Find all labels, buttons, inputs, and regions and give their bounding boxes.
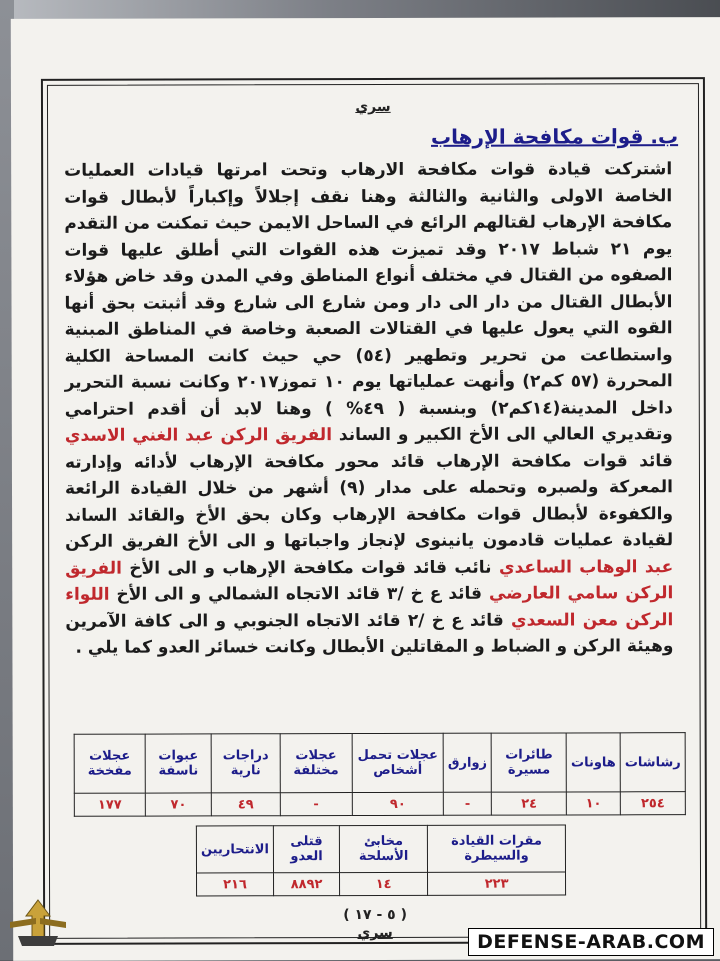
body-text-part: قائد ع خ /٢ قائد الاتجاه الجنوبي و الى كافة الآمرين وهيئة الركن و الضباط و المقاتلين الأبطال وكانت خسائر العدو كما يلي . xyxy=(65,610,674,658)
table-header-cell: قتلى العدو xyxy=(273,826,339,873)
watermark-label: DEFENSE-ARAB.COM xyxy=(468,928,714,956)
highlight-name-south: اللواء الركن معن السعدي xyxy=(65,584,674,631)
table-row xyxy=(74,792,685,817)
table-cell: ٢٤ xyxy=(492,792,567,815)
table-header-cell: الانتحاريين xyxy=(196,826,273,873)
classification-top: سري xyxy=(355,98,391,116)
site-emblem-icon xyxy=(6,896,70,952)
page-number: ( ٥ - ١٧ ) xyxy=(343,906,408,924)
body-text-part: اشتركت قيادة قوات مكافحة الارهاب وتحت امرتها قيادات العمليات الخاصة الاولى والثانية والثالثة وهنا نقف إجلالاً وإكباراً لأبطال قوات مكافحة الإرهاب لقتالهم الرائع في الساحل الايمن حيث تمكنت من التقدم يوم ٢١ شباط ٢٠١٧ وقد تميزت هذه القوات التي أطلق عليها قوات الصفوه من القتال في مختلف أنواع المناطق وفي المدن وقد خاض هؤلاء الأبطال القتال من دار الى دار ومن شارع الى شارع وقد أثبتت بحق أنها القوه التي يعول عليها في القتالات الصعبة وخاصة في المناطق المبنية واستطاعت من تحرير وتطهير (٥٤) حي حيث كانت المساحة الكلية المحررة (٥٧ كم٢) وأنهت عملياتها يوم ١٠ تموز٢٠١٧ وكانت نسبة التحرير داخل المدينة(١٤كم٢) وبنسبة ( ٤٩% ) وهنا لابد أن أقدم احترامي وتقديري العالي الى الأخ الكبير و الساند xyxy=(64,159,673,446)
table-row xyxy=(197,872,566,896)
table-header-row xyxy=(196,825,565,873)
page-border xyxy=(41,77,707,945)
table-header-cell: عجلات مفخخة xyxy=(74,734,145,793)
body-paragraph xyxy=(64,156,673,661)
body-text-part: نائب قائد قوات مكافحة الإرهاب و الى الأخ xyxy=(121,557,499,579)
highlight-name-deputy: عبد الوهاب الساعدي xyxy=(498,556,674,578)
body-text-part: قائد ع خ /٣ قائد الاتجاه الشمالي و الى الأخ xyxy=(109,583,490,605)
classification-bottom: سري xyxy=(357,924,393,942)
table-cell: ١٠ xyxy=(567,792,621,815)
table-header-cell: هاونات xyxy=(566,733,620,792)
enemy-losses-table-2 xyxy=(196,824,566,896)
table-cell: - xyxy=(443,792,491,815)
table-cell: ٤٩ xyxy=(212,793,281,816)
table-header-cell: زوارق xyxy=(443,733,491,792)
table-cell: ٨٨٩٢ xyxy=(273,873,339,896)
table-header-row xyxy=(74,733,685,794)
table-header-cell: مقرات القيادة والسيطرة xyxy=(428,825,566,872)
table-header-cell: مخابئ الأسلحة xyxy=(340,825,428,872)
body-text-part: قائد قوات مكافحة الإرهاب قائد محور مكافحة الإرهاب لأدائه وإدارته المعركة ولصبره وتحمله على مدار (٩) أشهر من خلال القيادة الرائعة والكفوءة لأبطال قوات مكافحة الإرهاب وكان بحق الأخ والقائد الساند لقيادة عمليات قادمون يانينوى لإنجاز واجباتها و الى الأخ الفريق الركن xyxy=(64,450,674,552)
table-cell: ٩٠ xyxy=(352,792,443,815)
table-cell: ٧٠ xyxy=(145,793,211,816)
table-header-cell: عجلات تحمل أشخاص xyxy=(352,733,443,792)
document-page xyxy=(11,17,720,961)
section-heading: ب. قوات مكافحة الإرهاب xyxy=(430,124,679,149)
table-cell: - xyxy=(280,793,352,816)
table-header-cell: دراجات نارية xyxy=(211,734,280,793)
table-cell: ٢١٦ xyxy=(197,873,274,896)
table-cell: ٢٢٣ xyxy=(428,872,566,895)
table-header-cell: طائرات مسيرة xyxy=(491,733,566,792)
table-cell: ٢٥٤ xyxy=(620,792,685,815)
table-cell: ١٧٧ xyxy=(74,793,145,816)
page-inner-border xyxy=(47,83,701,942)
table-header-cell: عجلات مختلفة xyxy=(280,734,352,793)
highlight-name-commander: الفريق الركن عبد الغني الاسدي xyxy=(64,425,333,446)
table-cell: ١٤ xyxy=(340,872,428,895)
table-header-cell: رشاشات xyxy=(620,733,685,792)
table-header-cell: عبوات ناسفة xyxy=(145,734,211,793)
highlight-name-north: الفريق الركن سامي العارضي xyxy=(65,558,674,604)
enemy-losses-table xyxy=(74,732,686,817)
